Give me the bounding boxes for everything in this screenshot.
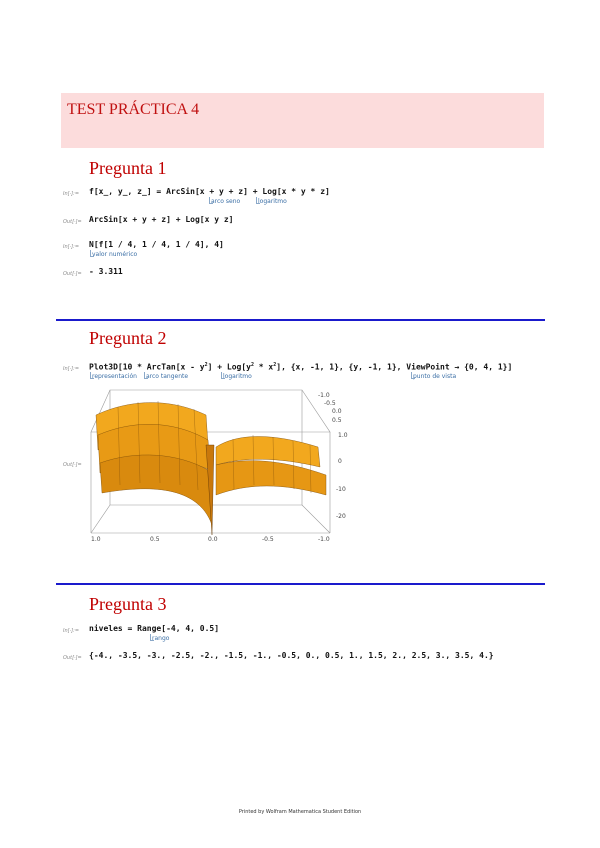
input-cell-p1-2[interactable]: N[f[1 / 4, 1 / 4, 1 / 4], 4] bbox=[89, 240, 224, 249]
in-label: In[·]:= bbox=[63, 191, 80, 197]
code-part: * x bbox=[253, 362, 274, 372]
section-heading-3: Pregunta 3 bbox=[89, 594, 167, 614]
plot3d-output[interactable] bbox=[88, 385, 358, 547]
hint-arcsin[interactable]: arco seno bbox=[211, 198, 241, 205]
code-part: Plot3D[10 * ArcTan[x - y bbox=[89, 362, 205, 372]
output-cell-p1-2: - 3.311 bbox=[89, 267, 123, 276]
hint-plot3d[interactable]: representación bbox=[92, 373, 137, 380]
hint-log[interactable]: logaritmo bbox=[258, 198, 287, 205]
footer-watermark: Printed by Wolfram Mathematica Student Edition bbox=[238, 809, 362, 815]
output-cell-p1-1: ArcSin[x + y + z] + Log[x y z] bbox=[89, 215, 234, 224]
section-divider bbox=[56, 583, 545, 585]
tick-label: 0 bbox=[338, 458, 342, 465]
page-title: TEST PRÁCTICA 4 bbox=[67, 101, 200, 118]
tick-label: -10 bbox=[336, 486, 346, 493]
out-label: Out[·]= bbox=[63, 219, 82, 225]
input-cell-p3[interactable]: niveles = Range[-4, 4, 0.5] bbox=[89, 624, 220, 633]
tick-label: 1.0 bbox=[338, 432, 348, 439]
hint-log[interactable]: logaritmo bbox=[223, 373, 252, 380]
code-part: ], {x, -1, 1}, {y, -1, 1}, ViewPoint → {0, 4, 1}] bbox=[276, 362, 513, 372]
input-cell-p2[interactable]: Plot3D[10 * ArcTan[x - $y^2] + Log[y^2 * x^2]$, {x, -1, 1}, {y, -1, 1}, ViewPoint → {0, 4, 1}] bbox=[89, 362, 513, 372]
section-divider bbox=[56, 319, 545, 321]
section-heading-2: Pregunta 2 bbox=[89, 328, 167, 348]
in-label: In[·]:= bbox=[63, 628, 80, 634]
out-label: Out[·]= bbox=[63, 271, 82, 277]
in-label: In[·]:= bbox=[63, 244, 80, 250]
tick-label: 0.5 bbox=[332, 417, 342, 424]
hint-range[interactable]: rango bbox=[152, 635, 170, 642]
hint-viewpoint[interactable]: punto de vista bbox=[413, 373, 457, 380]
surface-right bbox=[216, 435, 326, 495]
hint-arctan[interactable]: arco tangente bbox=[146, 373, 189, 380]
surface-left bbox=[96, 401, 212, 525]
tick-label: 0.0 bbox=[208, 536, 218, 543]
out-label: Out[·]= bbox=[63, 462, 82, 468]
tick-label: -0.5 bbox=[324, 400, 336, 407]
input-cell-p1-1[interactable]: f[x_, y_, z_] = ArcSin[x + y + z] + Log[x * y * z] bbox=[89, 187, 330, 196]
tick-label: 0.5 bbox=[150, 536, 160, 543]
tick-label: 1.0 bbox=[91, 536, 101, 543]
hint-numeric-value[interactable]: valor numérico bbox=[92, 251, 138, 258]
out-label: Out[·]= bbox=[63, 655, 82, 661]
tick-label: -20 bbox=[336, 513, 346, 520]
in-label: In[·]:= bbox=[63, 366, 80, 372]
section-heading-1: Pregunta 1 bbox=[89, 158, 167, 178]
code-part: ] + Log[y bbox=[207, 362, 251, 372]
tick-label: -0.5 bbox=[262, 536, 274, 543]
output-cell-p3: {-4., -3.5, -3., -2.5, -2., -1.5, -1., -0.5, 0., 0.5, 1., 1.5, 2., 2.5, 3., 3.5, 4.} bbox=[89, 651, 494, 660]
tick-label: -1.0 bbox=[318, 536, 330, 543]
tick-label: -1.0 bbox=[318, 392, 330, 399]
tick-label: 0.0 bbox=[332, 408, 342, 415]
